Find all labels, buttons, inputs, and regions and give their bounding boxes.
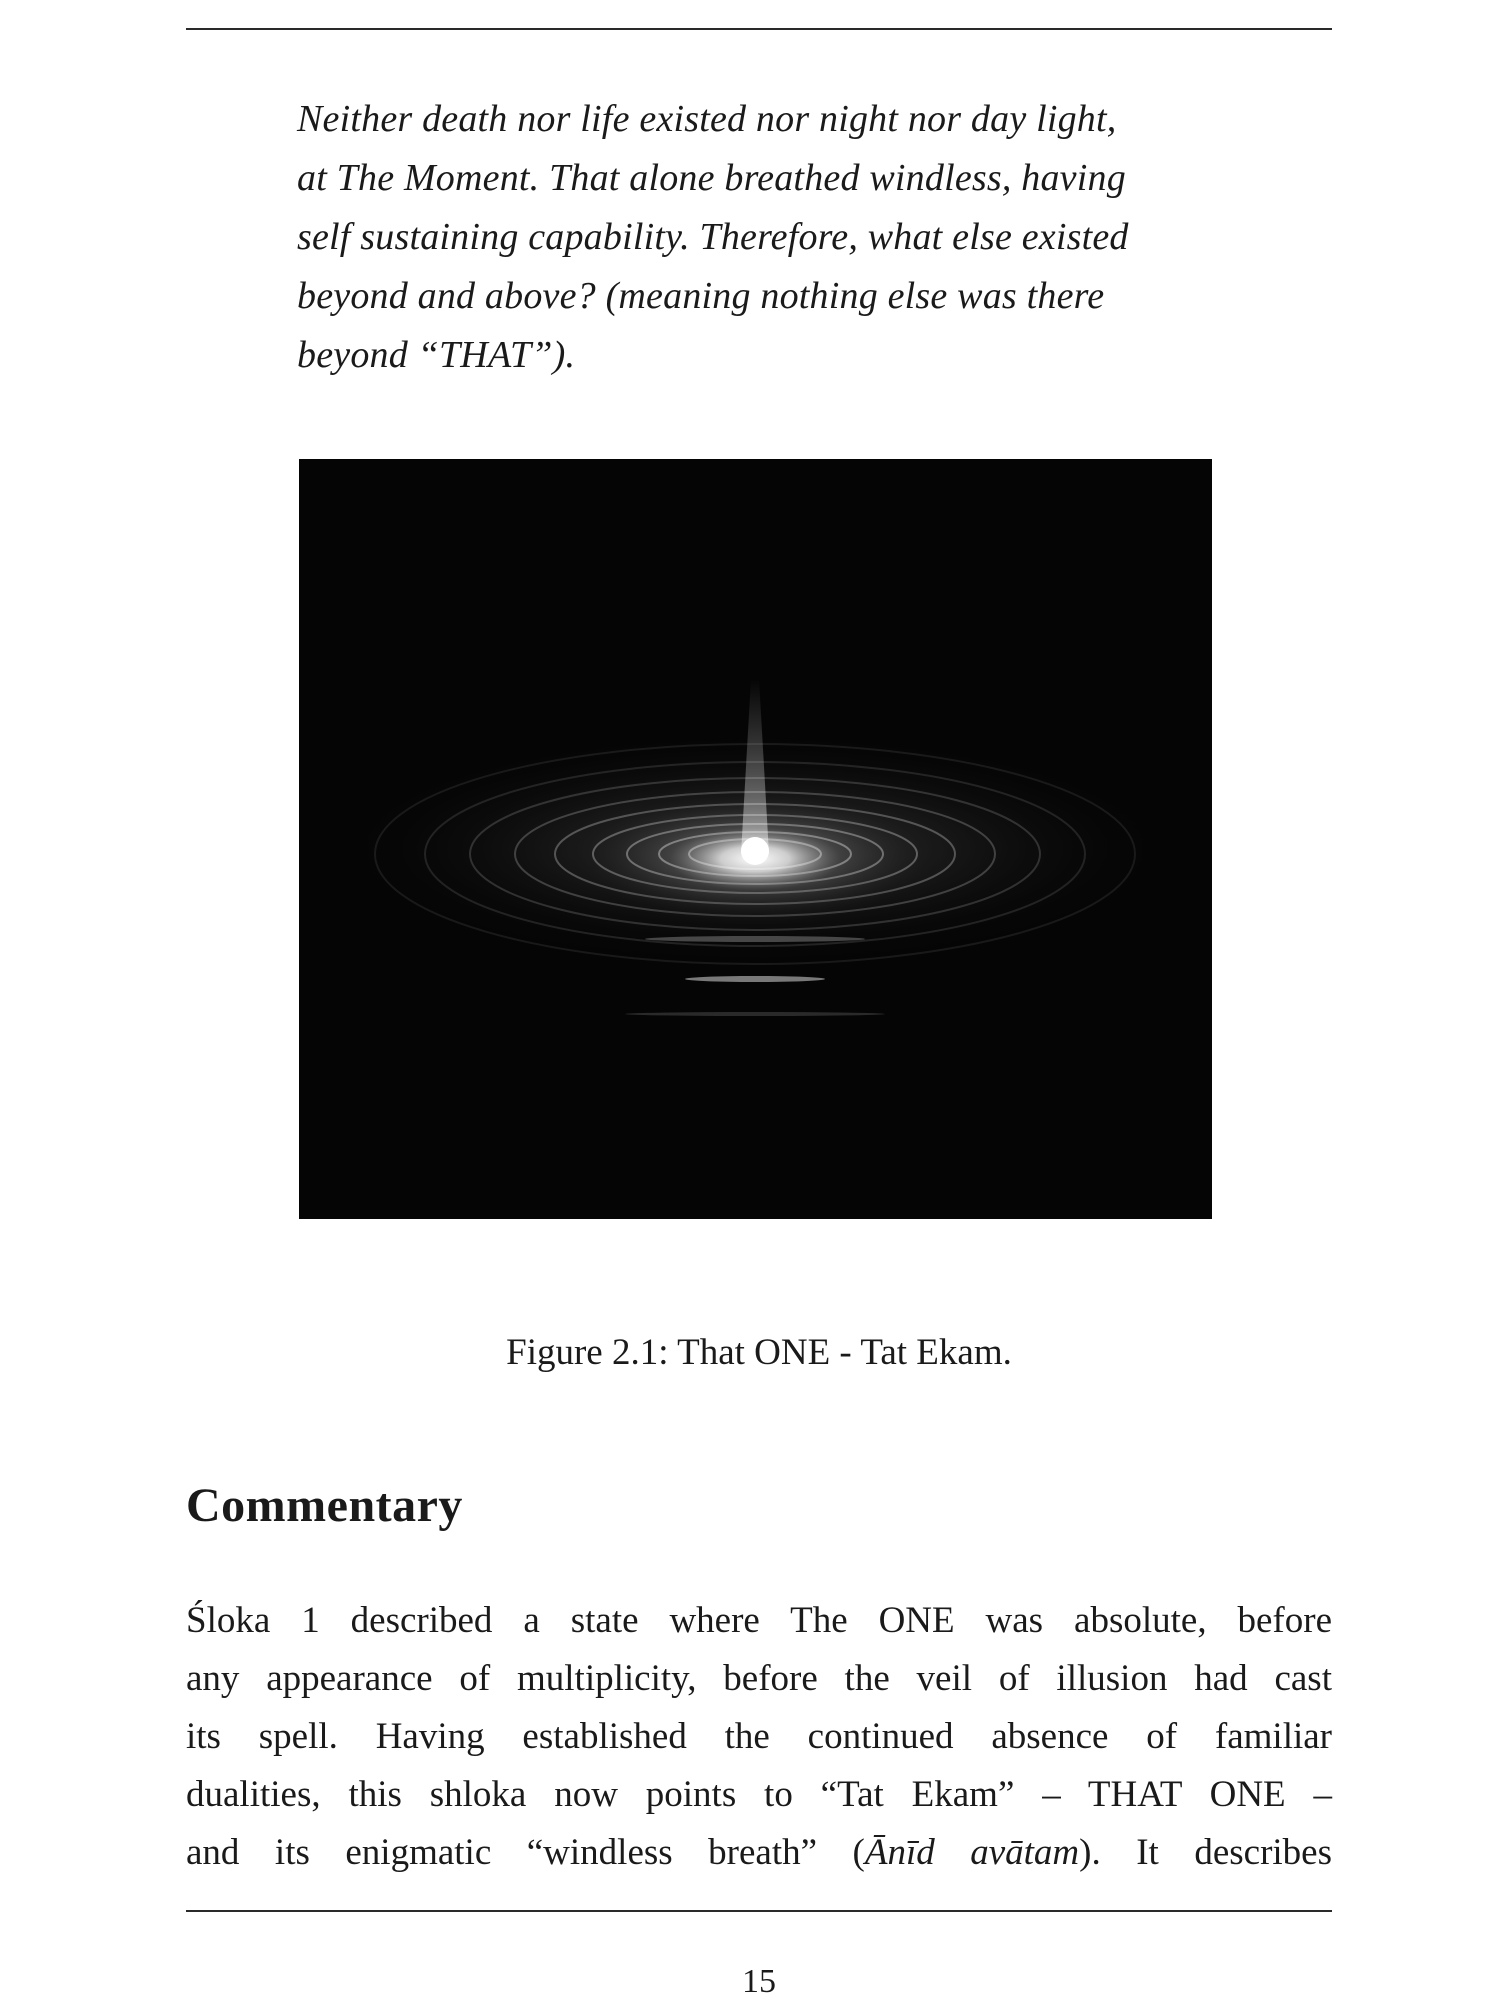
verse-line: at The Moment. That alone breathed windless, having [297,157,1126,199]
body-line: Śloka 1 described a state where The ONE was absolute, before [186,1600,1332,1641]
body-paragraph [186,1592,1332,1882]
bottom-rule [186,1910,1332,1912]
body-line: its spell. Having established the continued absence of familiar [186,1716,1332,1757]
sanskrit-term: Ānīd avātam [864,1832,1080,1873]
verse-line: beyond and above? (meaning nothing else was there [297,275,1105,317]
verse-block [297,90,1257,385]
section-heading: Commentary [186,1479,463,1532]
page-number: 15 [742,1963,776,2000]
light-ripple-illustration [299,459,1212,1219]
body-line-start: and its enigmatic “windless breath” ( [186,1832,865,1873]
body-line: dualities, this shloka now points to “Tat Ekam” – THAT ONE – [186,1774,1332,1815]
verse-line: Neither death nor life existed nor night nor day light, [297,98,1117,140]
figure-image [299,459,1212,1219]
verse-line: self sustaining capability. Therefore, what else existed [297,216,1129,258]
body-line [186,1824,1332,1882]
top-rule [186,28,1332,30]
body-line: any appearance of multiplicity, before the veil of illusion had cast [186,1658,1332,1699]
body-line-end: ). It describes [1079,1832,1332,1873]
figure-caption: Figure 2.1: That ONE - Tat Ekam. [506,1332,1012,1373]
verse-line: beyond “THAT”). [297,334,576,376]
